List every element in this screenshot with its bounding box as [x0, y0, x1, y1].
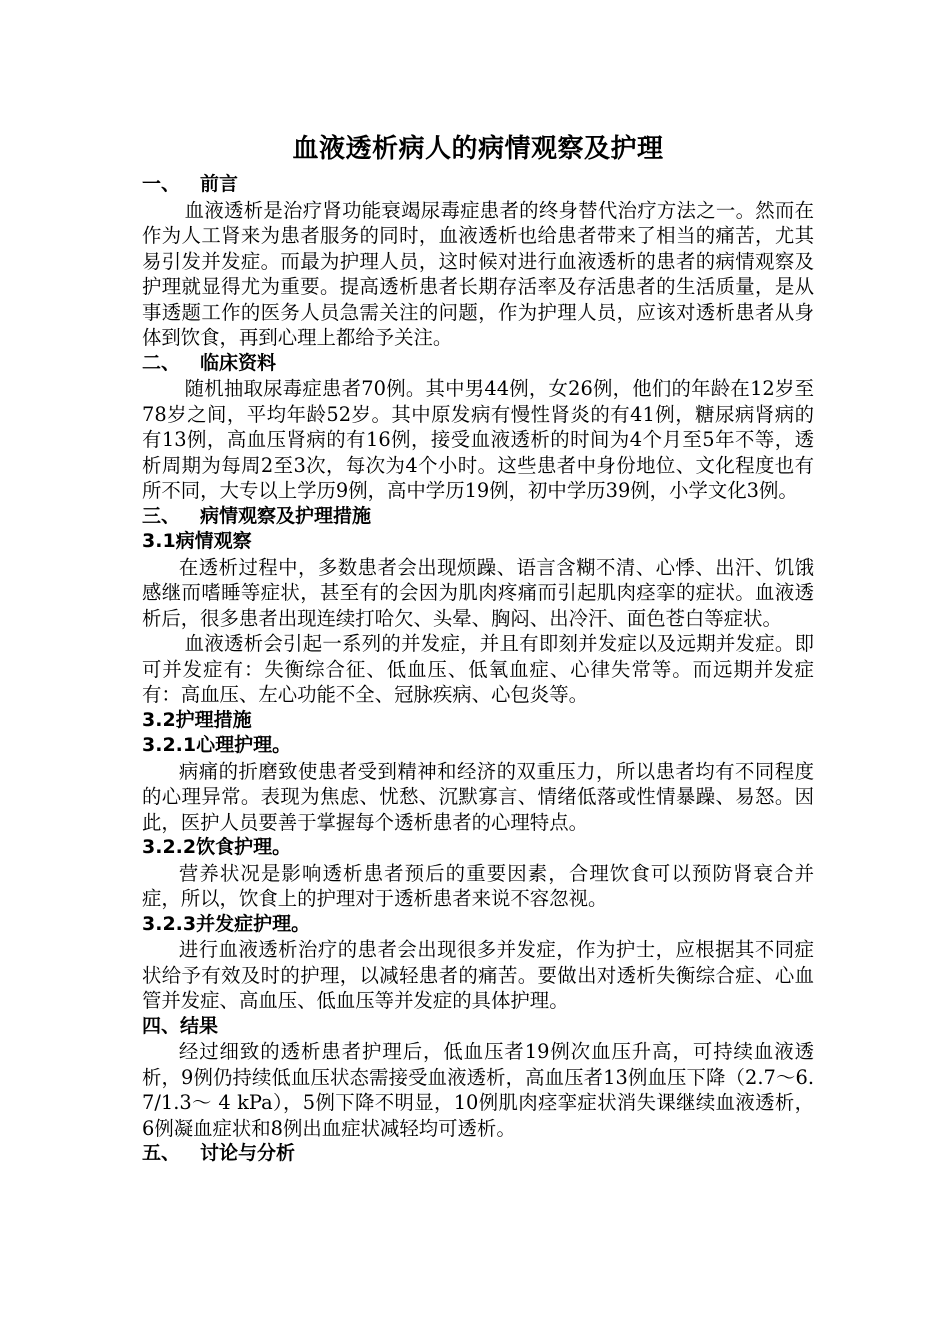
section-number: 三、	[142, 504, 181, 527]
section-number: 一、	[142, 173, 181, 195]
section-title: 病情观察及护理措施	[200, 504, 372, 527]
section-title: 临床资料	[200, 351, 277, 374]
subsection-heading-3-2-3: 3.2.3并发症护理。	[142, 912, 311, 935]
subsection-heading-3-2-2: 3.2.2饮食护理。	[142, 836, 292, 858]
section-title: 前言	[200, 173, 239, 195]
paragraph-diet-care: 营养状况是影响透析患者预后的重要因素，合理饮食可以预防肾衰合并症，所以，饮食上的护理对于透析患者来说不容忽视。	[142, 861, 814, 910]
section-heading-observation-care	[142, 504, 814, 530]
subsection-heading-3-2: 3.2护理措施	[142, 708, 252, 731]
document-body	[142, 128, 814, 1167]
section-number: 二、	[142, 351, 181, 374]
paragraph-psychological-care: 病痛的折磨致使患者受到精神和经济的双重压力，所以患者均有不同程度的心理异常。表现为焦虑、忧愁、沉默寡言、情绪低落或性情暴躁、易怒。因此，医护人员要善于掌握每个透析患者的心理特点。	[142, 759, 814, 834]
subsection-heading-3-1: 3.1病情观察	[142, 530, 252, 552]
paragraph-results: 经过细致的透析患者护理后，低血压者19例次血压升高，可持续血液透析，9例仍持续低血压状态需接受血液透析，高血压者13例血压下降（2.7～6.7/1.3～ 4 kPa），5例下降不明显，10例肌肉痉挛症状消失课继续血液透析，6例凝血症状和8例出血症状减轻均可透析。	[142, 1040, 814, 1140]
section-number: 五、	[142, 1142, 181, 1164]
section-heading-discussion	[142, 1141, 814, 1167]
paragraph-observation-symptoms: 在透析过程中，多数患者会出现烦躁、语言含糊不清、心悸、出汗、饥饿感继而嗜睡等症状，甚至有的会因为肌肉疼痛而引起肌肉痉挛的症状。血液透析后，很多患者出现连续打哈欠、头晕、胸闷、出冷汗、面色苍白等症状。	[142, 555, 814, 630]
subsection-heading-3-2-1: 3.2.1心理护理。	[142, 734, 292, 756]
section-heading-results: 四、结果	[142, 1014, 219, 1037]
document-title: 血液透析病人的病情观察及护理	[292, 134, 664, 164]
section-heading-clinical-data	[142, 351, 814, 377]
paragraph-clinical-data: 随机抽取尿毒症患者70例。其中男44例，女26例，他们的年龄在12岁至78岁之间，平均年龄52岁。其中原发病有慢性肾炎的有41例，糖尿病肾病的有13例，高血压肾病的有16例，接受血液透析的时间为4个月至5年不等，透析周期为每周2至3次，每次为4个小时。这些患者中身份地位、文化程度也有所不同，大专以上学历9例，高中学历19例，初中学历39例，小学文化3例。	[142, 377, 814, 502]
paragraph-preface: 血液透析是治疗肾功能衰竭尿毒症患者的终身替代治疗方法之一。然而在作为人工肾来为患者服务的同时，血液透析也给患者带来了相当的痛苦，尤其易引发并发症。而最为护理人员，这时候对进行血液透析的患者的病情观察及护理就显得尤为重要。提高透析患者长期存活率及存活患者的生活质量，是从事透题工作的医务人员急需关注的问题，作为护理人员，应该对透析患者从身体到饮食，再到心理上都给予关注。	[142, 198, 814, 349]
paragraph-complication-care: 进行血液透析治疗的患者会出现很多并发症，作为护士，应根据其不同症状给予有效及时的护理，以减轻患者的痛苦。要做出对透析失衡综合症、心血管并发症、高血压、低血压等并发症的具体护理。	[142, 938, 814, 1012]
paragraph-observation-complications: 血液透析会引起一系列的并发症，并且有即刻并发症以及远期并发症。即可并发症有：失衡综合征、低血压、低氧血症、心律失常等。而远期并发症有：高血压、左心功能不全、冠脉疾病、心包炎等。	[142, 632, 814, 706]
section-heading-preface	[142, 172, 814, 198]
section-title: 讨论与分析	[200, 1142, 296, 1164]
